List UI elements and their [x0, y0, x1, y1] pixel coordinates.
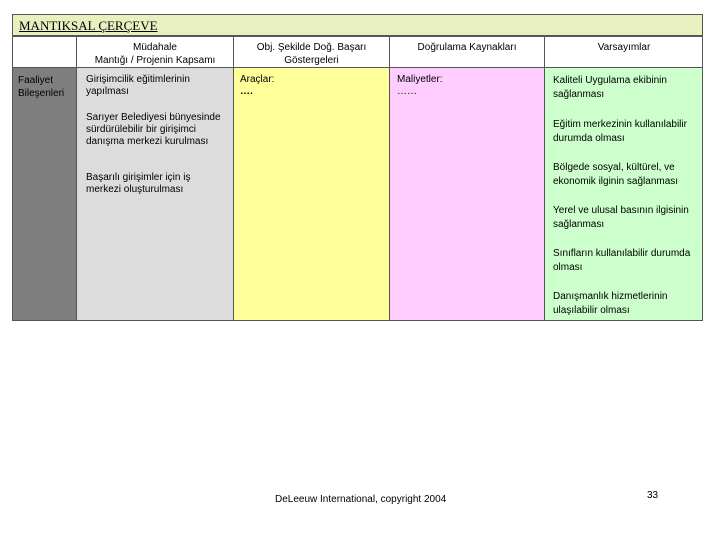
varsayim-item: Kaliteli Uygulama ekibinin sağlanması: [553, 75, 667, 100]
page-title: MANTIKSAL ÇERÇEVE: [19, 18, 158, 33]
header-gostergeler-line2: Göstergeleri: [284, 55, 339, 66]
maliyetler-cell: [397, 74, 537, 98]
header-mudahale-line1: Müdahale: [133, 42, 177, 53]
header-varsayimlar-label: Varsayımlar: [597, 42, 651, 53]
header-dogrulama-label: Doğrulama Kaynakları: [417, 42, 517, 53]
maliyetler-value: ……: [397, 86, 417, 97]
row-label-line2: Bileşenleri: [18, 88, 65, 99]
footer-copyright: DeLeeuw International, copyright 2004: [275, 494, 447, 505]
varsayim-item: Bölgede sosyal, kültürel, ve ekonomik ilginin sağlanması: [553, 162, 679, 187]
varsayim-item: Sınıfların kullanılabilir durumda olması: [553, 248, 691, 273]
araclar-cell: [240, 74, 380, 98]
title-bar: [12, 14, 703, 36]
header-gostergeler-line1: Obj. Şekilde Doğ. Başarı: [256, 42, 367, 53]
varsayim-item: Eğitim merkezinin kullanılabilir durumda olması: [553, 119, 687, 144]
maliyetler-label: Maliyetler:: [397, 74, 443, 85]
varsayim-item: Yerel ve ulusal basının ilgisinin sağlanması: [553, 205, 689, 230]
page-number: 33: [647, 490, 659, 501]
mudahale-item: Sarıyer Belediyesi bünyesinde sürdürülebilir bir girişimci danışma merkezi kurulması: [86, 112, 221, 147]
varsayim-item: Danışmanlık hizmetlerinin ulaşılabilir olması: [553, 291, 668, 316]
mudahale-item: Girişimcilik eğitimlerinin yapılması: [86, 74, 190, 97]
araclar-label: Araçlar:: [240, 74, 275, 85]
mudahale-item: Başarılı girişimler için iş merkezi oluşturulması: [86, 172, 191, 195]
header-mudahale-line2: Mantığı / Projenin Kapsamı: [94, 55, 216, 66]
araclar-value: ….: [240, 86, 253, 97]
row-label-line1: Faaliyet: [18, 75, 54, 86]
row-label-faaliyet: [18, 74, 74, 100]
